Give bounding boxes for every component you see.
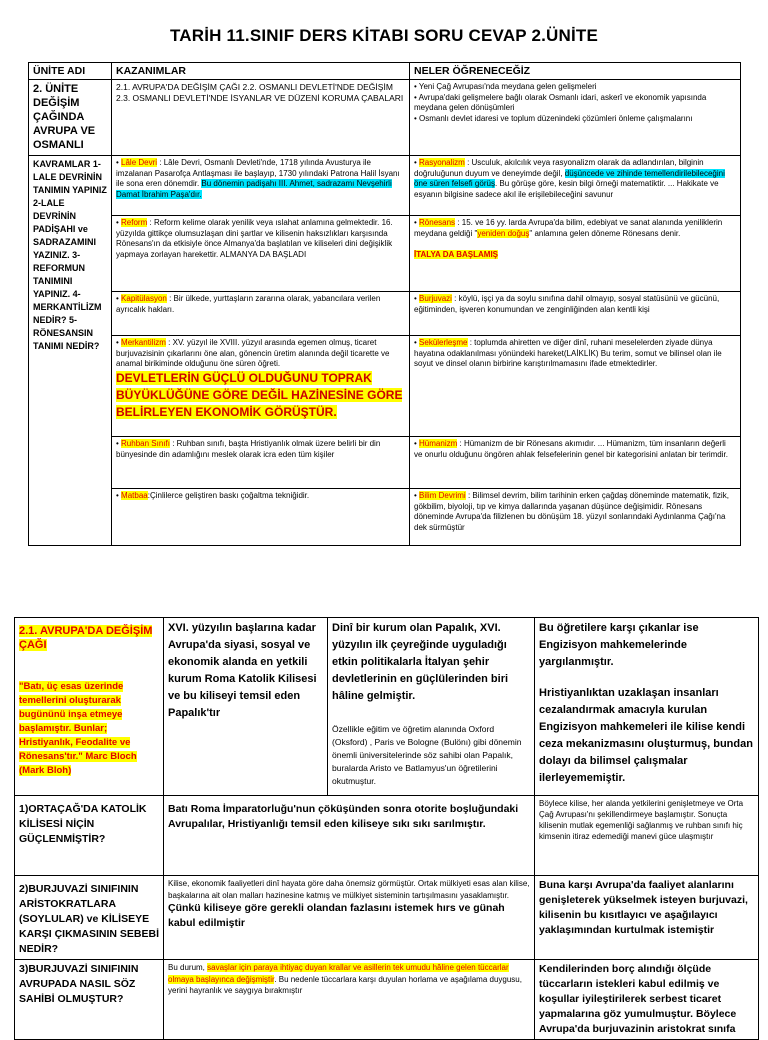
highlight-text: yeniden doğuş [477, 228, 530, 238]
question-1: 1)ORTAÇAĞ'DA KATOLİK KİLİSESİ NİÇİN GÜÇLENMİŞTİR? [15, 796, 164, 876]
header-unit: ÜNİTE ADI [29, 63, 112, 80]
answer-3-text: Bu durum, [168, 963, 205, 972]
term-label: Ruhban Sınıfı [121, 439, 170, 448]
answer-2-text: Kilise, ekonomik faaliyetleri dinî hayata göre daha önemsiz görmüştür. Ortak mülkiyeti esas alan kilise, başkalarına ait olan malları hazinesine katmış ve mülkiyet sisteminin tartışılmasını yasaklamıştır. [168, 879, 530, 900]
term-text: : Ruhban sınıfı, başta Hristiyanlık olmak üzere belirli bir din bünyesinde din adamlığını meslek olarak icra eden tüm kişiler [116, 439, 381, 459]
cell-reform: • Reform : Reform kelime olarak yenilik veya ıslahat anlamına gelmektedir. 16. yüzyılda gittikçe olumsuzlaşan dini şartlar ve kilisenin haksızlıkları karşısında Rönesans'ın da etkisiyle önce Almanya'da başlatılan ve kiliseleri dini değişiklik yapmaya zorlayan harekettir. ALMANYA DA BAŞLADI [112, 216, 410, 292]
papalik-power-text: Dinî bir kurum olan Papalık, XVI. yüzyılın ilk çeyreğinde uyguladığı etkin politikalarla İtalyan şehir devletlerinin en güçlülerinden biri hâline gelmiştir. [332, 622, 509, 702]
section-title-cell [15, 618, 164, 796]
italy-note: İTALYA DA BAŞLAMIŞ [414, 249, 499, 259]
highlight-text: düşüncede ve zihinde temellendirilebileceğini öne süren felsefi görüş [414, 168, 725, 188]
answer-3-extra: Kendilerinden borç alındığı ölçüde tüccarların istekleri kabul edilmiş ve koşullar iyileştirilerek serbest ticaret yapmalarına göz yumulmuştur. Böylece Avrupa'da burjuvazinin aristokrat sınıfa [535, 960, 759, 1040]
highlight-text: Bu dönemin padişahı III. Ahmet, sadrazamı Nevşehirli Damat İbrahim Paşa'dır. [116, 179, 392, 199]
concepts-table [28, 62, 741, 546]
papalik-text: XVI. yüzyılın başlarına kadar Avrupa'da siyasi, sosyal ve ekonomik alanda en yetkili kurum Roma Katolik Kilisesi ve bu kiliseyi temsil eden Papalık'tır [164, 618, 328, 796]
cell-bilim-devrimi: • Bilim Devrimi : Bilimsel devrim, bilim tarihinin erken çağdaş döneminde matematik, fizik, gökbilim, biyoloji, tıp ve kimya dallarında yaşanan düşünce değişimidir. Rönesans döneminde Avrupa'da filizlenen bu dönüşüm 18. yüzyıl sonlarındaki Aydınlanma Çağı'na dek sürmüştür [410, 489, 741, 546]
answer-2-extra: Buna karşı Avrupa'da faaliyet alanlarını genişleterek yükselmek isteyen burjuvazi, kilisenin bu kısıtlayıcı ve aşağılayıcı yaklaşımından kurtulmak istemiştir [535, 876, 759, 960]
cell-sekulerlesme: • Sekülerleşme : toplumda ahiretten ve diğer dinî, ruhani meselelerden ziyade dünya hayatına odaklanılması yönündeki hareket(LAİKLİK) Bu terim, somut ve bilinsel olan ile soyut ve dinsel olanın birbirine karıştırılmamasını ifade etmektedirler. [410, 336, 741, 437]
term-label: Lâle Devri [121, 158, 158, 167]
term-text: :Çinlilerce geliştiren baskı çoğaltma tekniğidir. [147, 491, 310, 500]
qa-table [14, 617, 759, 1040]
answer-1-extra: Böylece kilise, her alanda yetkilerini genişletmeye ve Orta Çağ Avrupası'nı şekillendirmeye başlamıştır. Sonuçta kilisenin mutlak egemenliği sağlanmış ve ruhban sınıfı hiç kimsenin itiraz edemediği manevi güce ulaşmıştır [535, 796, 759, 876]
answer-2-bold: Çünkü kiliseye göre gerekli olandan fazlasını istemek hırs ve günah kabul edilmiştir [168, 902, 505, 929]
term-text: : toplumda ahiretten ve diğer dinî, ruhani meselelerden ziyade dünya hayatına odaklanılması yönündeki hareket(LAİKLİK) Bu terim, somut ve bilinsel olan ile soyut ve dinsel olanın birbirine karıştırılmamasını ifade etmektedirler. [414, 338, 722, 368]
cell-merkantilizm: • Merkantilizm : XV. yüzyıl ile XVIII. yüzyıl arasında egemen olmuş, ticaret burjuvazisinin çıkarlarını öne alan, gönencin üretim alanında değil ticarette ve anamal birikiminde olduğunu öne süren öğreti. DEVLETLERİN GÜÇLÜ OLDUĞUNU TOPRAK BÜYÜKLÜĞÜNE GÖRE DEĞİL HAZİNESİNE GÖRE BELİRLEYEN EKONOMİK GÖRÜŞTÜR. [112, 336, 410, 437]
papalik-power-cell [328, 618, 535, 796]
term-text: : Usculuk, akılcılık veya rasyonalizm olarak da adlandırılan, bilginin doğruluğunun duyum ve deneyimde değil, [414, 158, 704, 178]
term-label: Rönesans [419, 218, 456, 227]
engizisyon-text: Hristiyanlıktan uzaklaşan insanları cezalandırmak amacıyla kurulan Engizisyon mahkemeleri ile kilise kendi ceza mekanizmasını oluşturmuş, bundan dolayı da bilimsel çalışmalar ilerleyememiştir. [539, 687, 753, 784]
term-label: Burjuvazi [419, 294, 452, 303]
question-2: 2)BURJUVAZİ SINIFININ ARİSTOKRATLARA (SOYLULAR) ve KİLİSEYE KARŞI ÇIKMASININ SEBEBİ NEDİR? [15, 876, 164, 960]
engizisyon-intro: Bu öğretilere karşı çıkanlar ise Engizisyon mahkemelerinde yargılanmıştır. [539, 622, 699, 668]
answer-3-main [164, 960, 535, 1040]
neler-item: • Avrupa'daki gelişmelere bağlı olarak Osmanlı idari, askerî ve ekonomik yapısında meydana gelen dönüşümleri [414, 92, 707, 112]
merkantilizm-highlight: DEVLETLERİN GÜÇLÜ OLDUĞUNU TOPRAK BÜYÜKLÜĞÜNE GÖRE DEĞİL HAZİNESİNE GÖRE BELİRLEYEN EKONOMİK GÖRÜŞTÜR. [116, 370, 403, 419]
term-label: Reform [121, 218, 148, 227]
term-text: : Hümanizm de bir Rönesans akımıdır. ... Hümanizm, tüm insanların değerli ve onurlu olduğunu öngören ahlak felsefelerinin genel bir kategorisini anlatan bir terimdir. [414, 439, 728, 459]
cell-ronesans: • Rönesans : 15. ve 16 yy. larda Avrupa'da bilim, edebiyat ve sanat alanında yeniliklerin meydana geldiği "yeniden doğuş" anlamına gelen döneme Rönesans denir. İTALYA DA BAŞLAMIŞ [410, 216, 741, 292]
cell-kapitulasyon: • Kapitülasyon : Bir ülkede, yurttaşların zararına olarak, yabancılara verilen ayrıcalık hakları. [112, 292, 410, 336]
header-kazanimlar: KAZANIMLAR [112, 63, 410, 80]
term-label: Matbaa [121, 491, 148, 500]
answer-2-main [164, 876, 535, 960]
question-3: 3)BURJUVAZİ SINIFININ AVRUPADA NASIL SÖZ SAHİBİ OLMUŞTUR? [15, 960, 164, 1040]
term-text: : Bir ülkede, yurttaşların zararına olarak, yabancılara verilen ayrıcalık hakları. [116, 294, 381, 314]
answer-3-highlight: savaşlar için paraya ihtiyaç duyan krallar ve asillerin tek umudu hâline gelen tüccarlar olmaya başlayınca değişmiştir [168, 963, 509, 984]
answer-1-main: Batı Roma İmparatorluğu'nun çöküşünden sonra otorite boşluğundaki Avrupalılar, Hristiyanlığı temsil eden kiliseye sıkı sıkı sarılmıştır. [164, 796, 535, 876]
term-label: Kapitülasyon [121, 294, 167, 303]
kavramlar-questions: KAVRAMLAR 1-LALE DEVRİNİN TANIMIN YAPINIZ 2-LALE DEVRİNİN PADİŞAHI ve SADRAZAMINI YAZINIZ. 3-REFORMUN TANIMINI YAPINIZ. 4-MERKANTİLİZM NEDİR? 5-RÖNESANSIN TANIMI NEDİR? [29, 156, 112, 546]
universities-text: Özellikle eğitim ve öğretim alanında Oxford (Oksford) , Paris ve Bologne (Bulönı) gibi dönemin önemli üniversitelerinde söz sahibi olan Papalık, buralarda Aristo ve Batlamyus'un öğretilerini okutmuştur. [332, 724, 522, 786]
term-text: : XV. yüzyıl ile XVIII. yüzyıl arasında egemen olmuş, ticaret burjuvazisinin çıkarlarını öne alan, gönencin üretim alanında değil ticarette ve anamal birikiminde olduğunu öne süren öğreti. [116, 338, 390, 368]
unit-name: 2. ÜNİTE DEĞİŞİM ÇAĞINDA AVRUPA VE OSMANLI [29, 80, 112, 156]
cell-burjuvazi: • Burjuvazi : köylü, işçi ya da soylu sınıfına dahil olmayıp, sosyal statüsünü ve gücünü, eğitiminden, işveren konumundan ve zenginliğinden alan kentli kişi [410, 292, 741, 336]
engizisyon-cell [535, 618, 759, 796]
term-text: : Reform kelime olarak yenilik veya ıslahat anlamına gelmektedir. 16. yüzyılda gittikçe olumsuzlaşan dini şartlar ve kilisenin haksızlıkları karşısında Rönesans'ın da etkisiyle önce Almanya'da başlatılan ve kiliseleri dini değişiklik yapmaya zorlayan harekettir. ALMANYA DA BAŞLADI [116, 218, 393, 259]
kazanimlar-text: 2.1. AVRUPA'DA DEĞİŞİM ÇAĞI 2.2. OSMANLI DEVLETİ'NDE DEĞİŞİM 2.3. OSMANLI DEVLETİ'NDE İSYANLAR VE DÜZENİ KORUMA ÇABALARI [112, 80, 410, 156]
term-label: Bilim Devrimi [419, 491, 466, 500]
term-text: : Bilimsel devrim, bilim tarihinin erken çağdaş döneminde matematik, fizik, gökbilim, biyoloji, tıp ve kimya dallarında yaşanan düşünce değişimidir. Rönesans döneminde Avrupa'da filizlenen bu dönüşüm 18. yüzyıl sonlarındaki Aydınlanma Çağı'na dek sürmüştür [414, 491, 729, 532]
section-title: 2.1. AVRUPA'DA DEĞİŞİM ÇAĞI [19, 625, 153, 651]
term-text: . Bu görüşe göre, kesin bilgi örneği matematiktir. ... Hakikate ve esyanın bilgisine sadece akıl ile erişilebileceğini savunur [414, 179, 719, 199]
term-text: : köylü, işçi ya da soylu sınıfına dahil olmayıp, sosyal statüsünü ve gücünü, eğitiminden, işveren konumundan ve zenginliğinden alan kentli kişi [414, 294, 720, 314]
page-title: TARİH 11.SINIF DERS KİTABI SORU CEVAP 2.ÜNİTE [169, 26, 599, 45]
cell-humanizm: • Hümanizm : Hümanizm de bir Rönesans akımıdır. ... Hümanizm, tüm insanların değerli ve onurlu olduğunu öngören ahlak felsefelerinin genel bir kategorisini anlatan bir terimdir. [410, 437, 741, 489]
cell-matbaa: • Matbaa:Çinlilerce geliştiren baskı çoğaltma tekniğidir. [112, 489, 410, 546]
neler-item: • Osmanlı devlet idaresi ve toplum düzenindeki çözümleri önleme çalışmalarını [414, 113, 693, 123]
term-label: Sekülerleşme [419, 338, 468, 347]
answer-3-text: . Bu nedenle tüccarlara karşı duyulan horlama ve aşağılama duygusu, yerini hayranlık ve saygıya bırakmıştır [168, 974, 522, 995]
cell-lale-devri: • Lâle Devri : Lâle Devri, Osmanlı Devleti'nde, 1718 yılında Avusturya ile imzalanan Pasarofça Antlaşması ile başlayıp, 1730 yılındaki Patrona Halil İsyanı ile sona eren dönemdir. Bu dönemin padişahı III. Ahmet, sadrazamı Nevşehirli Damat İbrahim Paşa'dır. [112, 156, 410, 216]
term-text: " anlamına gelen döneme Rönesans denir. [529, 228, 681, 238]
term-text: : Lâle Devri, Osmanlı Devleti'nde, 1718 yılında Avusturya ile imzalanan Pasarofça Antlaşması ile başlayıp, 1730 yılındaki Patrona Halil İsyanı ile sona eren dönemdir. [116, 158, 400, 188]
term-label: Merkantilizm [121, 338, 166, 347]
term-label: Hümanizm [419, 439, 458, 448]
cell-rasyonalizm: • Rasyonalizm : Usculuk, akılcılık veya rasyonalizm olarak da adlandırılan, bilginin doğruluğunun duyum ve deneyimde değil, düşüncede ve zihinde temellendirilebileceğini öne süren felsefi görüş. Bu görüşe göre, kesin bilgi örneği matematiktir. ... Hakikate ve esyanın bilgisine sadece akıl ile erişilebileceğini savunur [410, 156, 741, 216]
term-label: Rasyonalizm [419, 158, 465, 167]
neler-item: • Yeni Çağ Avrupası'nda meydana gelen gelişmeleri [414, 82, 597, 91]
header-neler: NELER ÖĞRENECEĞİZ [410, 63, 741, 80]
neler-list [410, 80, 741, 156]
term-text: : 15. ve 16 yy. larda Avrupa'da bilim, edebiyat ve sanat alanında yeniliklerin meydana geldiği " [414, 218, 723, 238]
marc-bloch-quote: "Batı, üç esas üzerinde temellerini oluşturarak bugününü inşa etmeye başlamıştır. Bunlar; Hristiyanlık, Feodalite ve Rönesans'tır." Marc Bloch (Mark Bloh) [19, 681, 137, 776]
cell-ruhban: • Ruhban Sınıfı : Ruhban sınıfı, başta Hristiyanlık olmak üzere belirli bir din bünyesinde din adamlığını meslek olarak icra eden tüm kişiler [112, 437, 410, 489]
